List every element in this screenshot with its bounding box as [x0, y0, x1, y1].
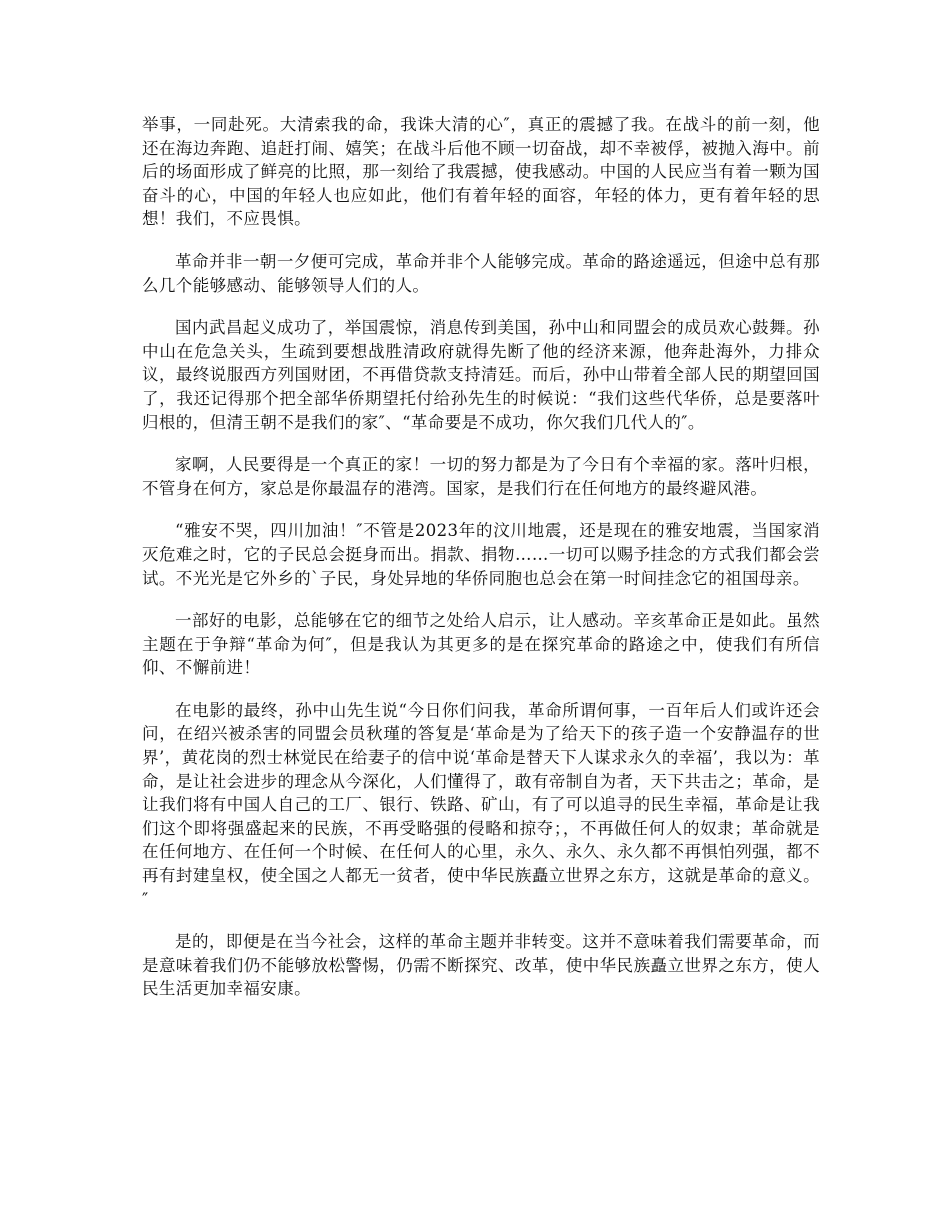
paragraph-5: “雅安不哭，四川加油！″不管是2023年的汶川地震，还是现在的雅安地震，当国家消灭危难之时，它的子民总会挺身而出。捐款、捐物……一切可以赐予挂念的方式我们都会尝试。不光光是它外乡的`子民，身处异地的华侨同胞也总会在第一时间挂念它的祖国母亲。 — [142, 521, 820, 588]
paragraph-8: 是的，即便是在当今社会，这样的革命主题并非转变。这并不意味着我们需要革命，而是意味着我们仍不能够放松警惕，仍需不断探究、改革，使中华民族矗立世界之东方，使人民生活更加幸福安康。 — [142, 932, 820, 999]
paragraph-2: 革命并非一朝一夕便可完成，革命并非个人能够完成。革命的路途遥远，但途中总有那么几个能够感动、能够领导人们的人。 — [142, 251, 820, 295]
paragraph-4: 家啊，人民要得是一个真正的家！一切的努力都是为了今日有个幸福的家。落叶归根，不管身在何方，家总是你最温存的港湾。国家，是我们行在任何地方的最终避风港。 — [142, 455, 820, 498]
paragraph-7: 在电影的最终，孙中山先生说“今日你们问我，革命所谓何事，一百年后人们或许还会问，在绍兴被杀害的同盟会员秋瑾的答复是‘革命是为了给天下的孩子造一个安静温存的世界’，黄花岗的烈士林觉民在给妻子的信中说‘革命是替天下人谋求永久的幸福’，我以为：革命，是让社会进步的理念从今深化，人们懂得了，敢有帝制自为者，天下共击之；革命，是让我们将有中国人自己的工厂、银行、铁路、矿山，有了可以追寻的民生幸福，革命是让我们这个即将强盛起来的民族，不再受略强的侵略和掠夺；，不再做任何人的奴隶；革命就是在任何地方、在任何一个时候、在任何人的心里，永久、永久、永久都不再惧怕列强，都不再有封建皇权，使全国之人都无一贫者，使中华民族矗立世界之东方，这就是革命的意义。″ — [142, 700, 820, 909]
document-body — [142, 113, 820, 1020]
paragraph-3: 国内武昌起义成功了，举国震惊，消息传到美国，孙中山和同盟会的成员欢心鼓舞。孙中山在危急关头，生疏到要想战胜清政府就得先断了他的经济来源，他奔赴海外，力排众议，最终说服西方列国财团，不再借贷款支持清廷。而后，孙中山带着全部人民的期望回国了，我还记得那个把全部华侨期望托付给孙先生的时候说：“我们这些代华侨，总是要落叶归根的，但清王朝不是我们的家″、“革命要是不成功，你欠我们几代人的″。 — [142, 318, 820, 432]
paragraph-1: 举事，一同赴死。大清索我的命，我诛大清的心″，真正的震撼了我。在战斗的前一刻，他还在海边奔跑、追赶打闹、嬉笑；在战斗后他不顾一切奋战，却不幸被俘，被抛入海中。前后的场面形成了鲜亮的比照，那一刻给了我震撼，使我感动。中国的人民应当有着一颗为国奋斗的心，中国的年轻人也应如此，他们有着年轻的面容，年轻的体力，更有着年轻的思想！我们，不应畏惧。 — [142, 115, 820, 229]
paragraph-6: 一部好的电影，总能够在它的细节之处给人启示，让人感动。辛亥革命正是如此。虽然主题在于争辩“革命为何″，但是我认为其更多的是在探究革命的路途之中，使我们有所信仰、不懈前进！ — [142, 611, 820, 678]
